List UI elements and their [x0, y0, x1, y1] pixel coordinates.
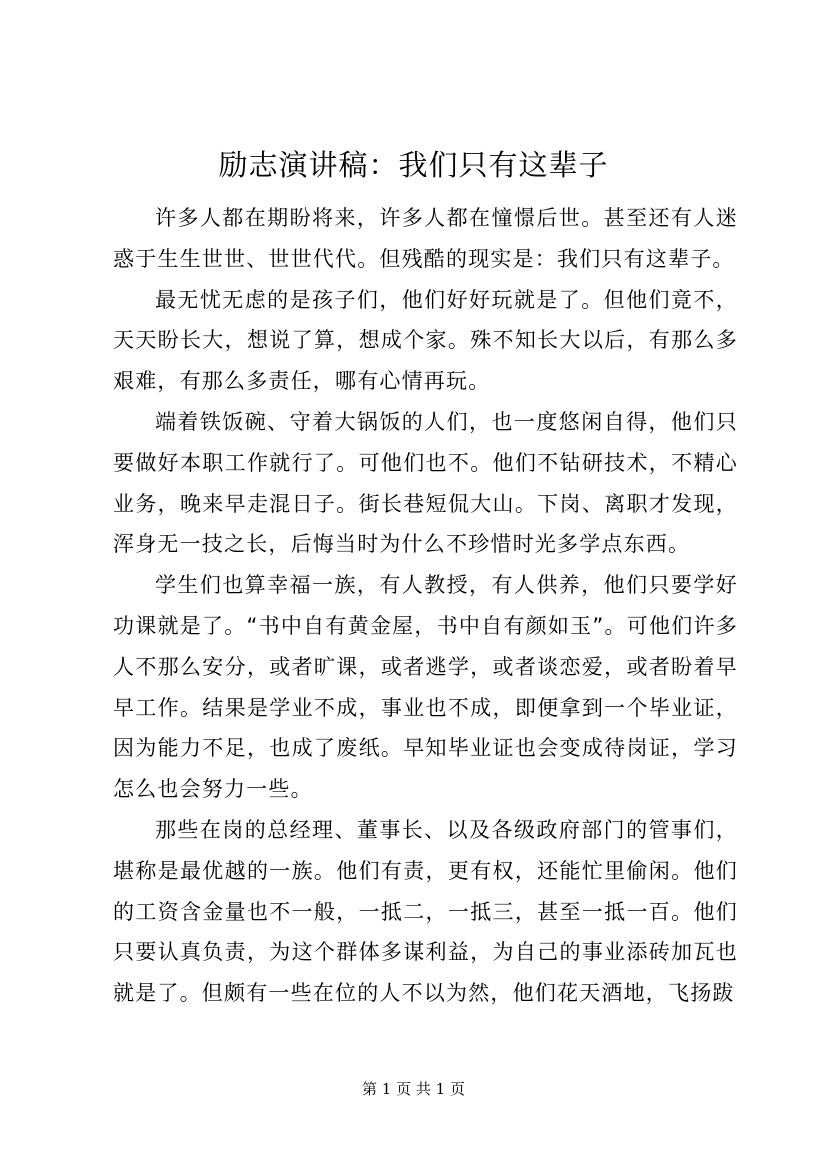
paragraph-1: 许多人都在期盼将来，许多人都在憧憬后世。甚至还有人迷惑于生生世世、世世代代。但残酷的现实是：我们只有这辈子。 — [113, 206, 738, 271]
document-body — [113, 198, 738, 1014]
paragraph-4: 学生们也算幸福一族，有人教授，有人供养，他们只要学好功课就是了。“书中自有黄金屋，书中自有颜如玉”。可他们许多人不那么安分，或者旷课，或者逃学，或者谈恋爱，或者盼着早早工作。结果是学业不成，事业也不成，即便拿到一个毕业证，因为能力不足，也成了废纸。早知毕业证也会变成待岗证，学习怎么也会努力一些。 — [113, 573, 738, 802]
page-number-label: 第 1 页 共 1 页 — [362, 1080, 465, 1098]
paragraph-3: 端着铁饭碗、守着大锅饭的人们，也一度悠闲自得，他们只要做好本职工作就行了。可他们也不。他们不钻研技术，不精心业务，晚来早走混日子。街长巷短侃大山。下岗、离职才发现，浑身无一技之长，后悔当时为什么不珍惜时光多学点东西。 — [113, 409, 738, 557]
paragraph-2: 最无忧无虑的是孩子们，他们好好玩就是了。但他们竟不，天天盼长大，想说了算，想成个家。殊不知长大以后，有那么多艰难，有那么多责任，哪有心情再玩。 — [113, 287, 738, 394]
paragraph-5: 那些在岗的总经理、董事长、以及各级政府部门的管事们，堪称是最优越的一族。他们有责，更有权，还能忙里偷闲。他们的工资含金量也不一般，一抵二，一抵三，甚至一抵一百。他们只要认真负责，为这个群体多谋利益，为自己的事业添砖加瓦也就是了。但颇有一些在位的人不以为然，他们花天酒地，飞扬跋 — [113, 817, 738, 1006]
page-footer — [0, 1079, 827, 1099]
document-title: 励志演讲稿：我们只有这辈子 — [218, 148, 609, 182]
